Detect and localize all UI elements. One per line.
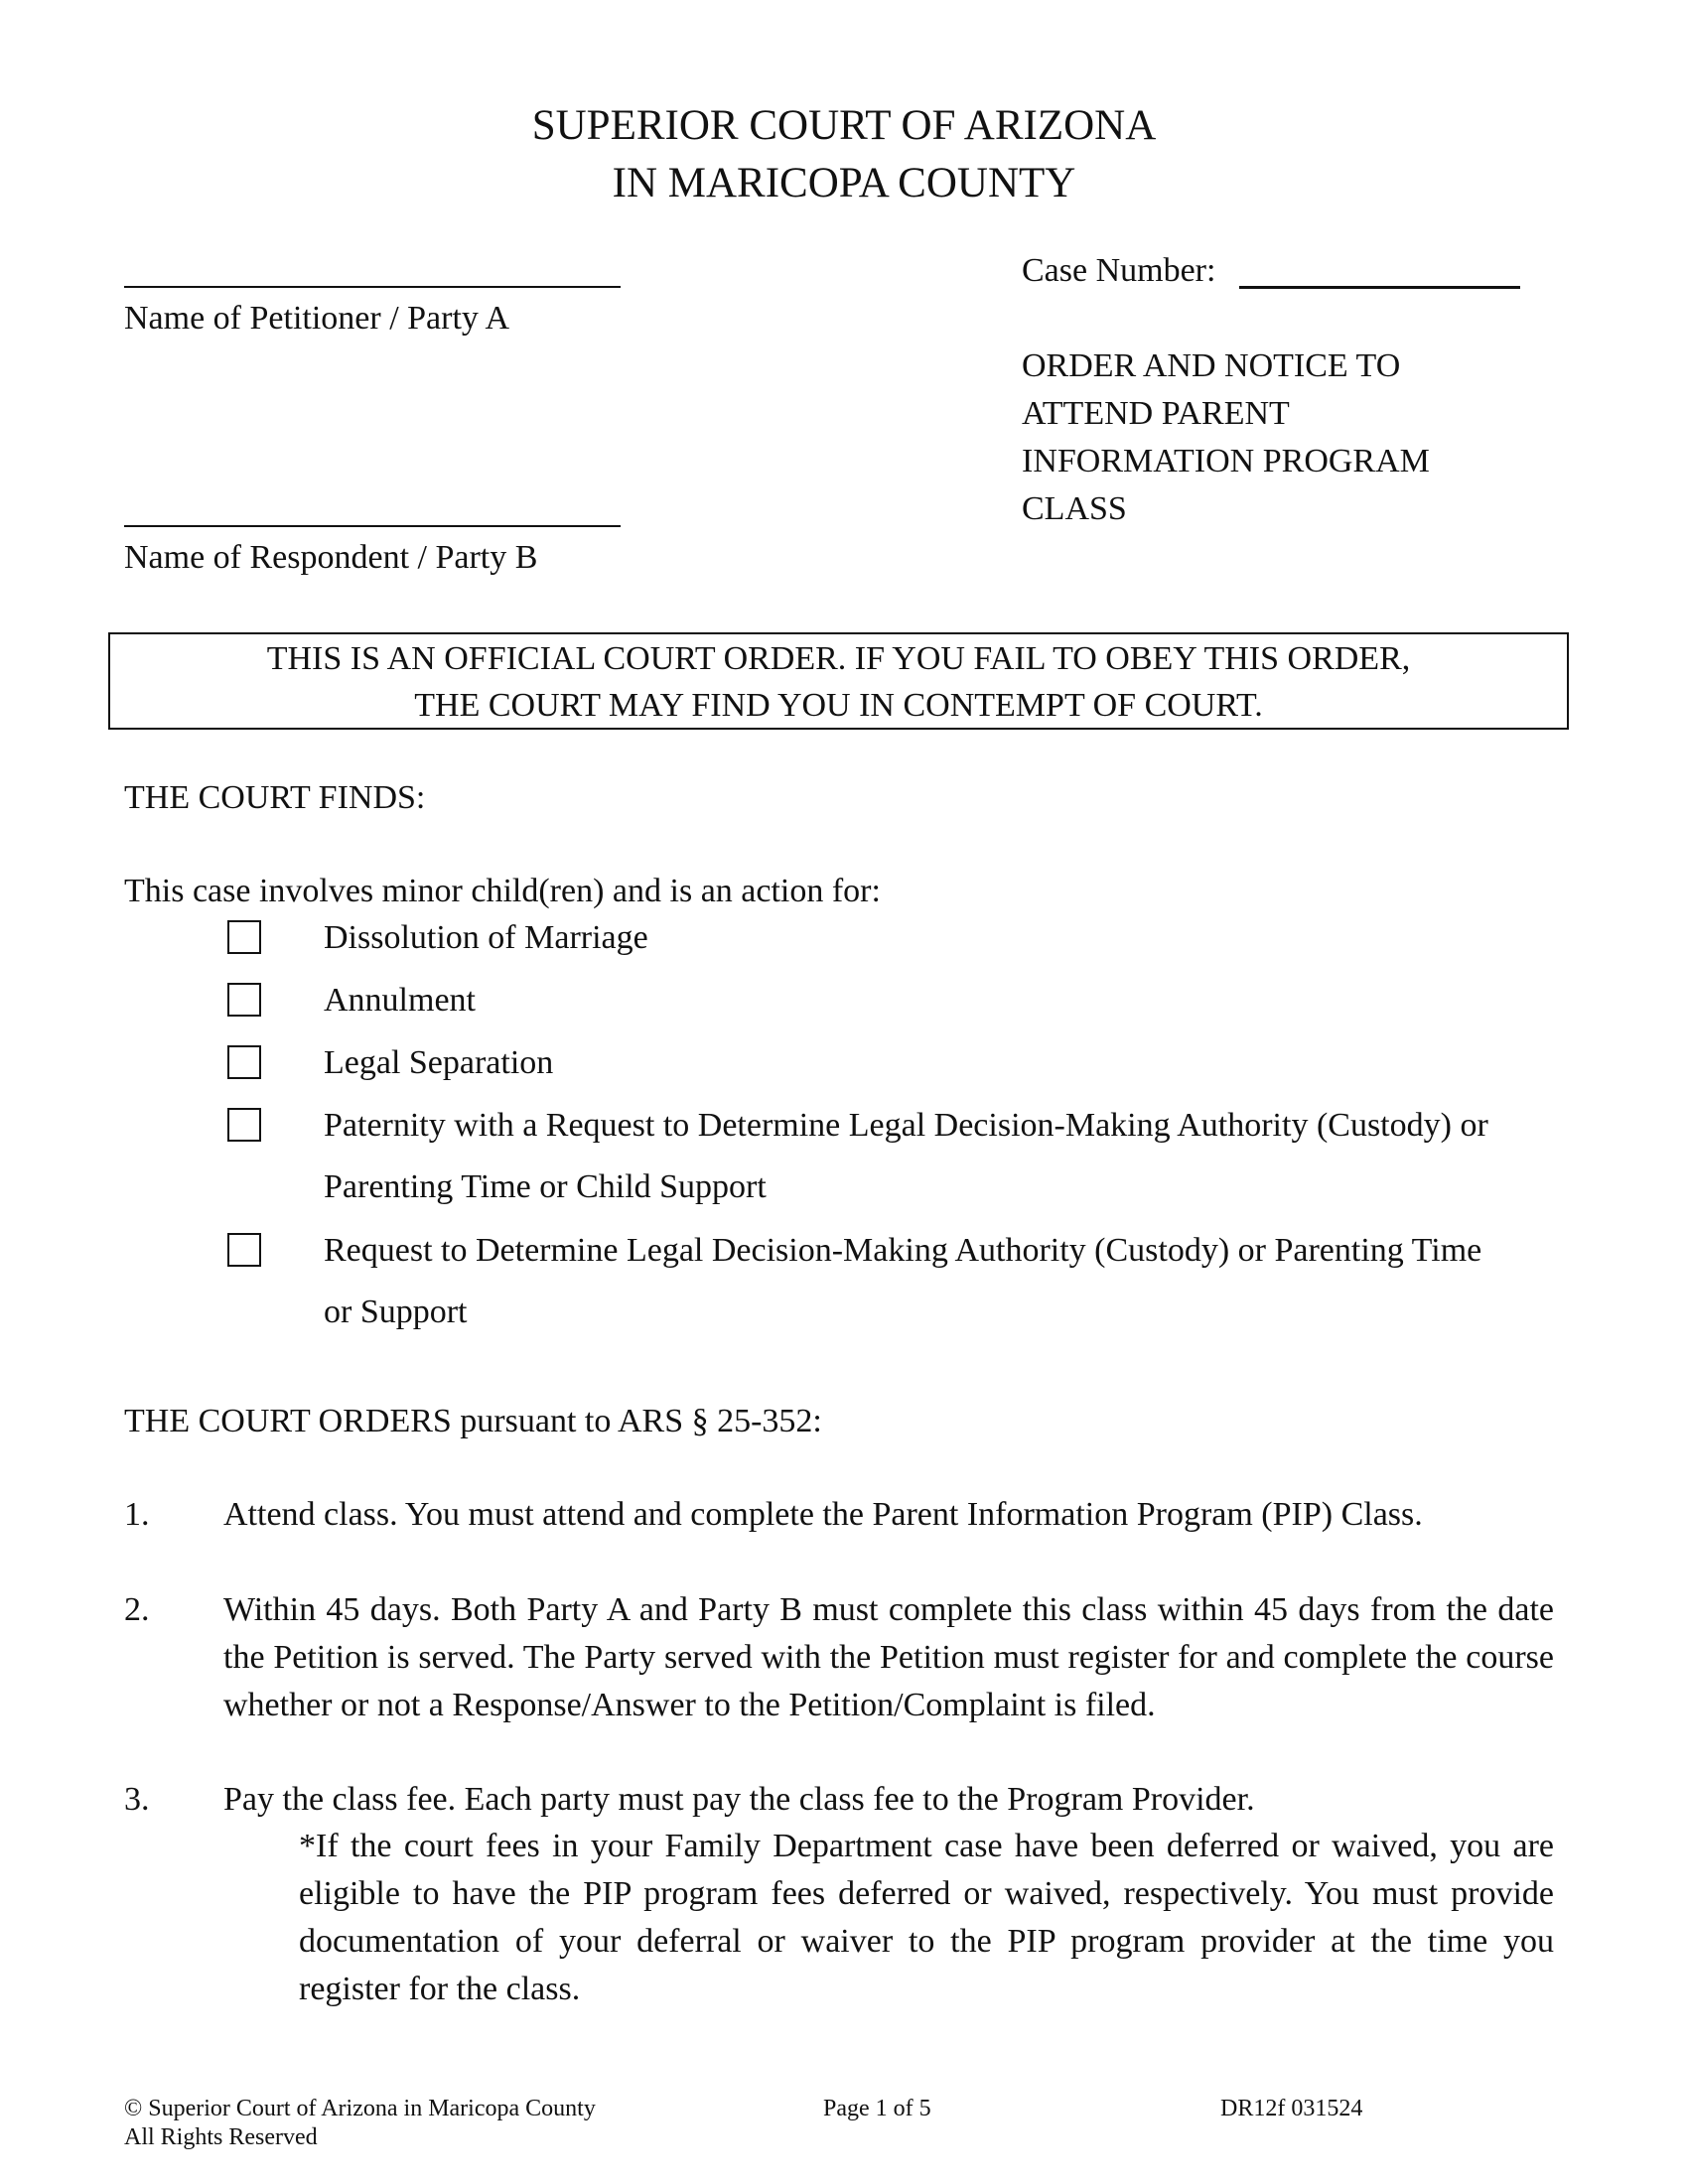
respondent-label: Name of Respondent / Party B: [124, 539, 538, 576]
footer-page-number: Page 1 of 5: [823, 2096, 931, 2121]
petitioner-label: Name of Petitioner / Party A: [124, 300, 510, 337]
footer-copyright: © Superior Court of Arizona in Maricopa County: [124, 2096, 596, 2121]
checkbox-paternity[interactable]: [227, 1108, 261, 1142]
doc-title-line-3: INFORMATION PROGRAM: [1022, 443, 1430, 479]
doc-title-line-1: ORDER AND NOTICE TO: [1022, 347, 1401, 384]
option-dissolution-label: Dissolution of Marriage: [324, 919, 648, 956]
warning-line-1: THIS IS AN OFFICIAL COURT ORDER. IF YOU FAIL TO OBEY THIS ORDER,: [266, 640, 1411, 677]
checkbox-annulment[interactable]: [227, 983, 261, 1017]
doc-title-line-4: CLASS: [1022, 490, 1127, 527]
order-2-text: Within 45 days. Both Party A and Party B must complete this class within 45 days from the date the Petition is served. The Party served with the Petition must register for and complete the course whether or not a Response/Answer to the Petition/Complaint is filed.: [223, 1591, 1554, 1723]
warning-line-2: THE COURT MAY FIND YOU IN CONTEMPT OF COURT.: [414, 687, 1263, 724]
court-order-warning-box: [108, 632, 1569, 730]
checkbox-legal-decision-making[interactable]: [227, 1233, 261, 1267]
option-annulment-label: Annulment: [324, 982, 476, 1019]
order-3-number: 3.: [124, 1781, 150, 1818]
court-orders-heading: THE COURT ORDERS pursuant to ARS § 25-352:: [124, 1403, 822, 1439]
petitioner-name-line[interactable]: [124, 286, 621, 288]
option-legal-separation-label: Legal Separation: [324, 1044, 554, 1081]
footer-rights: All Rights Reserved: [124, 2124, 318, 2150]
order-1-text: Attend class. You must attend and complete the Parent Information Program (PIP) Class.: [223, 1496, 1423, 1533]
court-finds-heading: THE COURT FINDS:: [124, 779, 426, 816]
checkbox-legal-separation[interactable]: [227, 1045, 261, 1079]
order-2-number: 2.: [124, 1591, 150, 1628]
option-ldma-label-line-1: Request to Determine Legal Decision-Making Authority (Custody) or Parenting Time: [324, 1232, 1482, 1269]
checkbox-dissolution-of-marriage[interactable]: [227, 920, 261, 954]
option-paternity-label-line-1: Paternity with a Request to Determine Legal Decision-Making Authority (Custody) or: [324, 1107, 1488, 1144]
findings-intro: This case involves minor child(ren) and is an action for:: [124, 873, 881, 909]
option-paternity-label-line-2: Parenting Time or Child Support: [324, 1168, 767, 1205]
order-3-fee-waiver-note: *If the court fees in your Family Department case have been deferred or waived, you are eligible to have the PIP program fees deferred or waived, respectively. You must provide documentation of your deferral or waiver to the PIP program provider at the time you register for the class.: [299, 1828, 1554, 2007]
county-name: IN MARICOPA COUNTY: [612, 160, 1076, 206]
doc-title-line-2: ATTEND PARENT: [1022, 395, 1290, 432]
case-number-label: Case Number:: [1022, 252, 1216, 289]
footer-form-id: DR12f 031524: [1220, 2096, 1363, 2121]
order-3-text: Pay the class fee. Each party must pay the class fee to the Program Provider.: [223, 1781, 1255, 1818]
respondent-name-line[interactable]: [124, 525, 621, 527]
case-number-line[interactable]: [1239, 286, 1520, 289]
order-1-number: 1.: [124, 1496, 150, 1533]
option-ldma-label-line-2: or Support: [324, 1294, 468, 1330]
court-name: SUPERIOR COURT OF ARIZONA: [531, 102, 1157, 149]
